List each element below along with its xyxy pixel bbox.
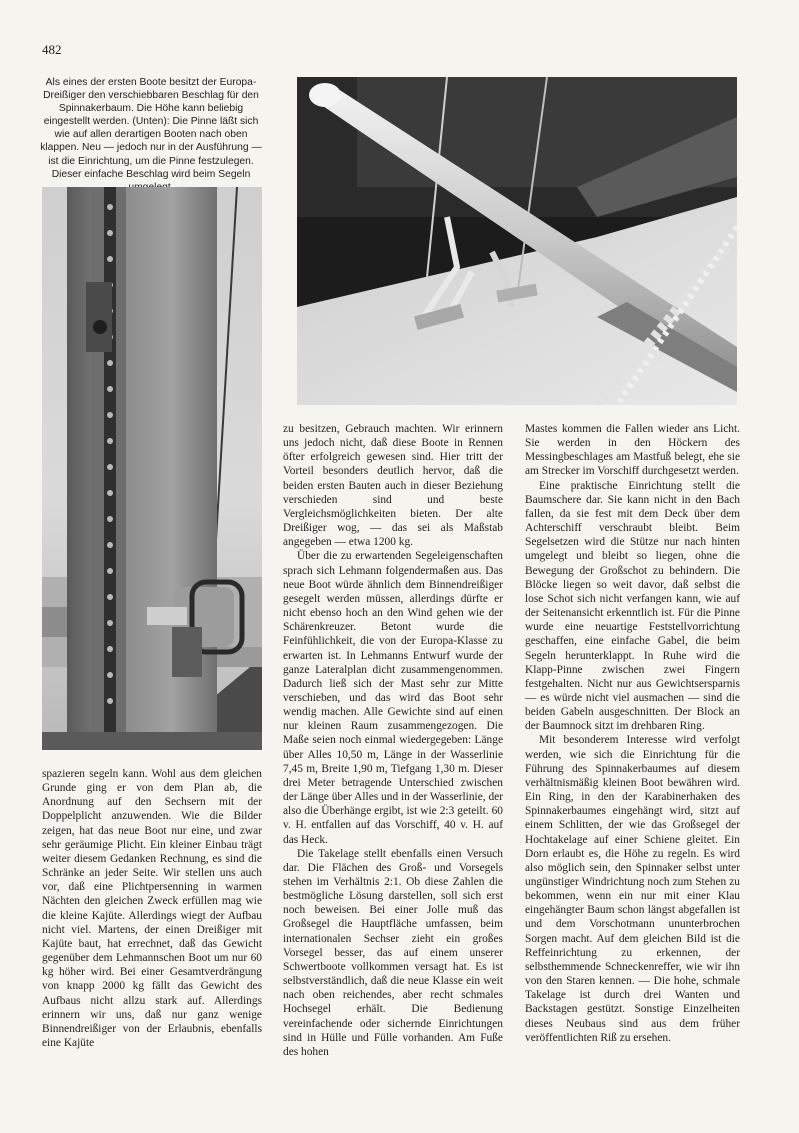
paragraph: Die Takelage stellt ebenfalls einen Versuch dar. Die Flächen des Groß- und Vorsegels stehen im Verhältnis 2:1. Ob diese Zahlen die bestmögliche Lösung darstellen, soll sich erst noch beweisen. Bei einer Jolle muß das Großsegel die Hauptfläche umfassen, beim internationalen Sechser zieht ein großes Vorsegel besser, das auf einem unserer Schwertboote vollkommen versagt hat. Es ist selbstverständlich, daß die neue Klasse ein weit nach oben reichendes, aber recht schmales Hochsegel erhält. Die Bedienung vereinfachende oder sichernde Einrichtungen sind in Hülle und Fülle vorhanden. Am Fuße des hohen (283, 847, 503, 1058)
paragraph: zu besitzen, Gebrauch machten. Wir erinnern uns jedoch nicht, daß diese Boote in Rennen öfter erfolgreich gewesen sind. Hier tritt der Vorteil besonders deutlich hervor, daß die beiden ersten Bauten auch in dieser Beziehung verschieden sind und beste Vergleichsmöglichkeiten bieten. Der alte Dreißiger wog, — das sei als Maßstab angegeben — etwa 1200 kg. (283, 423, 503, 549)
text-column-3 (525, 422, 740, 1045)
paragraph: Mit besonderem Interesse wird verfolgt werden, wie sich die Einrichtung für die Führung des Spinnakerbaumes auf diesem verhältnismäßig kleinen Boot bewähren wird. Ein Ring, in den der Karabinerhaken des Spinnakerbaumes eingehängt wird, sitzt auf einem Schlitten, der wie das Großsegel der Hochtakelage auf einer Schiene gleitet. Ein Dorn erlaubt es, die Höhe zu regeln. Es wird also möglich sein, den Spinnaker selbst unter ungünstiger Windrichtung noch zum Stehen zu bekommen, wenn ein nur mit einer Klau eingehängter Baum schon längst abgefallen ist und dem Vorschotmann ununterbrochen Sorgen macht. Auf dem gleichen Bild ist die Reffeinrichtung zu erkennen, der selbsthemmende Schneckenreffer, wie wir ihn von den Staren kennen. — Die hohe, schmale Takelage ist durch drei Wanten und Backstagen gestützt. Sonstige Einzelheiten dieses Neubaus sind aus dem früher veröffentlichten Riß zu ersehen. (525, 734, 740, 1044)
photo-folding-tiller (297, 77, 737, 405)
paragraph: Eine praktische Einrichtung stellt die Baumschere dar. Sie kann nicht in den Bach fallen, da sie fest mit dem Deck über dem Achterschiff verschraubt bleibt. Beim Segelsetzen wird die Stütze nur nach hinten umgelegt und bleibt so liegen, ohne die Bewegung der Großschot zu behindern. Die Blöcke liegen so weit davor, daß selbst die lose Schot sich nicht verfangen kann, wie auf der Seitenansicht erkenntlich ist. Für die Pinne wurde eine neuartige Feststellvorrichtung geschaffen, eine einfache Gabel, die beim Segeln herunterklappt. In Ruhe wird die Klapp-Pinne zwischen zwei Fingern festgehalten. Nicht nur aus Gewichtsersparnis — es würde nicht viel ausmachen — sind die beiden Gabeln ausgeschnitten. Der Block an der Baumnock sitzt im drehbaren Ring. (525, 479, 740, 733)
paragraph: Mastes kommen die Fallen wieder ans Licht. Sie werden in den Höckern des Messingbeschlages am Mastfuß belegt, ehe sie am Strecker im Vorschiff durchgesetzt werden. (525, 423, 740, 478)
paragraph: spazieren segeln kann. Wohl aus dem gleichen Grunde ging er von dem Plan ab, die Anordnung auf den Sechsern mit der Doppelplicht anzuwenden. Wie die Bilder zeigen, hat das neue Boot nur eine, und zwar sehr geräumige Plicht. Ein kleiner Einbau trägt weiter diesem Gedanken Rechnung, es sind die Schränke an jeder Seite. Wir stellen uns auch vor, daß eine Plichtpersenning in warmen Nächten den gleichen Zweck erfüllen mag wie die kleine Kajüte. Allerdings wiegt der Aufbau nicht viel. Martens, der einen Dreißiger mit Kajüte baut, hat errechnet, daß das Gewicht gegenüber dem Lehmannschen Boot um nur 60 kg höher wird. Bei einer Gesamtverdrängung von knapp 2000 kg fällt das Gewicht des Aufbaus nicht allzu stark auf. Allerdings erinnern wir uns, daß nur ganz wenige Binnendreißiger von der Erlaubnis, ebenfalls eine Kajüte (42, 768, 262, 1049)
text-column-2 (283, 422, 503, 1059)
photo-mast-track-fitting (42, 187, 262, 750)
photo-caption: Als eines der ersten Boote besitzt der Europa-Dreißiger den verschiebbaren Beschlag für den Spinnakerbaum. Die Höhe kann beliebig eingestellt werden. (Unten): Die Pinne läßt sich wie auf allen derartigen Booten nach oben klappen. Neu — jedoch nur in der Ausführung — ist die Einrichtung, um die Pinne festzulegen. Dieser einfache Beschlag wird beim Segeln (40, 77, 262, 180)
paragraph: Über die zu erwartenden Segeleigenschaften sprach sich Lehmann folgendermaßen aus. Das neue Boot würde ähnlich dem Binnendreißiger gesegelt werden müssen, allerdings dürfte er nicht ebenso hoch an den Wind gehen wie der Schärenkreuzer. Betont wurde die Feinfühlichkeit, die von der Europa-Klasse zu erwarten ist. In Lehmanns Entwurf wurde der ganze Lateralplan dicht zusammengenommen. Dadurch ließ sich der Mast sehr zur Mitte verschieben, und das wird das Boot sehr wendig machen. Alle Gewichte sind auf einen nur kleinen Raum zusammengezogen. Die Maße seien noch einmal wiedergegeben: Länge über Alles 10,50 m, Länge in der Wasserlinie 7,45 m, Breite 1,90 m, Tiefgang 1,30 m. Dieser drei Meter betragende Unterschied zwischen der Länge über Alles und in der Wasserlinie, der also die Überhänge ergibt, ist wie 2:3 geteilt. 60 v. H. entfallen auf das Vorschiff, 40 v. H. auf das Heck. (283, 550, 503, 846)
page-number: 482 (42, 42, 62, 57)
text-column-1 (42, 767, 262, 1050)
